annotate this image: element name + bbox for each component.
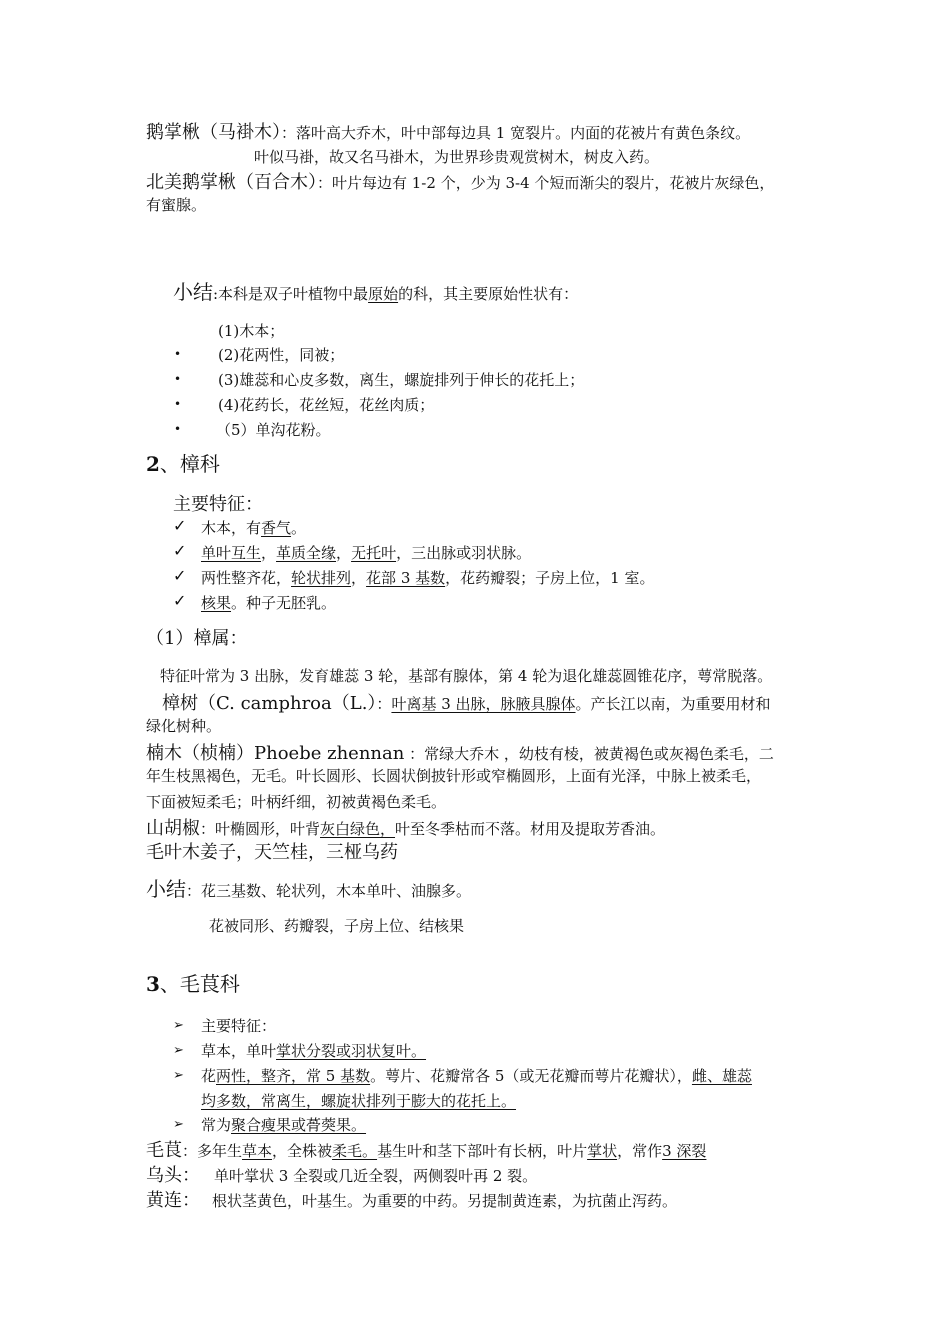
item-underlined: 聚合瘦果或蓇葖果。 — [231, 1116, 367, 1134]
summary-title: 小结 — [146, 877, 186, 901]
camphor-tree-name: 樟树（C. camphroa（L.） — [162, 693, 377, 714]
feature-underlined: 轮状排列 — [291, 569, 352, 587]
section-number: 3 — [146, 972, 160, 996]
ranunc-item-3-line2: 均多数，常离生，螺旋状排列于膨大的花托上。 — [201, 1092, 517, 1110]
summary-text-underlined: 原始 — [368, 285, 399, 303]
feature-underlined: 香气 — [261, 519, 292, 537]
maogen-name: 毛茛 — [146, 1140, 182, 1161]
north-american-tulip-line — [146, 168, 774, 194]
feature-underlined: 花部 3 基数 — [366, 569, 446, 587]
aconite-name: 乌头： — [146, 1165, 200, 1186]
summary-item-1: (1)木本； — [218, 322, 285, 340]
e-zhang-qiu-line — [146, 118, 750, 144]
section-number: 2 — [146, 452, 160, 476]
item-text: 常为 — [201, 1116, 232, 1134]
arrow-bullet-icon: ➢ — [173, 1043, 184, 1058]
feature-underlined: 无托叶 — [351, 544, 397, 562]
e-zhang-qiu-desc: ：落叶高大乔木，叶中部每边具 1 宽裂片。内面的花被片有黄色条纹。 — [281, 124, 751, 142]
summary-heading-1 — [173, 276, 578, 305]
checkmark-icon: ✓ — [173, 516, 187, 535]
summary-text-post: 的科，其主要原始性状有： — [398, 285, 579, 303]
coptis-desc: 根状茎黄色，叶基生。为重要的中药。另提制黄连素，为抗菌止泻药。 — [212, 1192, 678, 1210]
genus-heading-cinnamomum: （1）樟属： — [146, 628, 248, 649]
lindera-underlined: 灰白绿色， — [320, 820, 396, 838]
maogen-text: ，全株被 — [272, 1142, 333, 1160]
feature-text: ， — [351, 569, 367, 587]
arrow-bullet-icon: ➢ — [173, 1117, 184, 1132]
feature-3 — [201, 567, 654, 588]
maogen-text: 基生叶和茎下部叶有长柄，叶片 — [377, 1142, 588, 1160]
nanmu-line2: 年生枝黑褐色，无毛。叶长圆形、长圆状倒披针形或窄椭圆形，上面有光泽，中脉上被柔毛， — [146, 767, 762, 785]
maogen-text: ：多年生 — [182, 1142, 243, 1160]
maogen-underlined: 3 深裂 — [662, 1142, 707, 1160]
checkmark-icon: ✓ — [173, 566, 187, 585]
feature-text: 。种子无胚乳。 — [231, 594, 337, 612]
coptis-name: 黄连： — [146, 1190, 200, 1211]
section-heading-lauraceae — [146, 448, 220, 477]
feature-underlined: 革质全缘 — [276, 544, 337, 562]
checkmark-icon: ✓ — [173, 591, 187, 610]
item-text: 草本，单叶 — [201, 1042, 277, 1060]
camphor-tree-underlined: 叶离基 3 出脉，脉腋具腺体 — [391, 695, 576, 713]
section-title: 、樟科 — [159, 452, 220, 476]
section-heading-ranunculaceae — [146, 968, 240, 997]
camphor-tree-desc: 。产长江以南，为重要用材和 — [575, 695, 771, 713]
ranunc-item-4 — [201, 1114, 366, 1135]
north-american-tulip-name: 北美鹅掌楸（百合木） — [146, 172, 317, 193]
aconite-desc: 单叶掌状 3 全裂或几近全裂，两侧裂叶再 2 裂。 — [214, 1167, 538, 1185]
feature-text: ， — [261, 544, 277, 562]
north-american-tulip-line2: 有蜜腺。 — [146, 196, 207, 214]
lindera-desc: 叶至冬季枯而不落。材用及提取芳香油。 — [395, 820, 666, 838]
feature-text: ，三出脉或羽状脉。 — [396, 544, 532, 562]
summary-title: 小结 — [173, 280, 213, 304]
feature-1 — [201, 517, 306, 538]
lindera-line — [146, 814, 665, 840]
other-species-line: 毛叶木姜子，天竺桂，三桠乌药 — [146, 842, 398, 863]
north-american-tulip-desc: ：叶片每边有 1-2 个，少为 3-4 个短而渐尖的裂片，花被片灰绿色， — [317, 174, 775, 192]
summary-heading-2 — [146, 873, 471, 902]
genus-description: 特征叶常为 3 出脉，发育雄蕊 3 轮，基部有腺体，第 4 轮为退化雄蕊圆锥花序，萼常脱落。 — [160, 667, 773, 685]
maogen-underlined: 掌状 — [587, 1142, 618, 1160]
camphor-tree-line — [162, 689, 771, 715]
item-underlined: 两性，整齐，常 5 基数 — [216, 1067, 371, 1085]
feature-text: 木本，有 — [201, 519, 262, 537]
feature-underlined: 核果 — [201, 594, 232, 612]
maogen-underlined: 草本 — [242, 1142, 273, 1160]
feature-text: 两性整齐花， — [201, 569, 292, 587]
e-zhang-qiu-line2: 叶似马褂，故又名马褂木，为世界珍贵观赏树木，树皮入药。 — [254, 148, 660, 166]
bullet-icon: • — [174, 397, 182, 411]
ranunc-item-2 — [201, 1040, 426, 1061]
checkmark-icon: ✓ — [173, 541, 187, 560]
bullet-icon: • — [174, 347, 182, 361]
bullet-icon: • — [174, 422, 182, 436]
bullet-icon: • — [174, 372, 182, 386]
item-text: 。萼片、花瓣常各 5（或无花瓣而萼片花瓣状）， — [370, 1067, 692, 1085]
summary-item-4: (4)花药长，花丝短，花丝肉质； — [218, 396, 435, 414]
feature-text: ，花药瓣裂；子房上位，1 室。 — [445, 569, 655, 587]
summary-item-2: (2)花两性，同被； — [218, 346, 345, 364]
item-text: 花 — [201, 1067, 217, 1085]
aconite-line — [146, 1161, 537, 1187]
maogen-text: ，常作 — [617, 1142, 663, 1160]
features-subtitle: 主要特征： — [173, 494, 263, 515]
nanmu-desc: ：常绿大乔木 ，幼枝有棱，被黄褐色或灰褐色柔毛，二 — [404, 745, 774, 763]
arrow-bullet-icon: ➢ — [173, 1018, 184, 1033]
feature-text: ， — [336, 544, 352, 562]
nanmu-line — [146, 739, 774, 765]
nanmu-line3: 下面被短柔毛；叶柄纤细，初被黄褐色柔毛。 — [146, 793, 447, 811]
section-title: 、毛茛科 — [159, 972, 240, 996]
maogen-line — [146, 1136, 706, 1162]
arrow-bullet-icon: ➢ — [173, 1068, 184, 1083]
maogen-underlined: 柔毛。 — [332, 1142, 378, 1160]
camphor-tree-colon: ： — [376, 695, 392, 713]
feature-4 — [201, 592, 336, 613]
summary-item-5: （5）单沟花粉。 — [216, 421, 331, 439]
feature-2 — [201, 542, 531, 563]
summary-line-1: ：花三基数、轮状列，木本单叶、油腺多。 — [186, 882, 472, 900]
lindera-name: 山胡椒 — [146, 818, 200, 839]
coptis-line — [146, 1186, 677, 1212]
item-underlined: 雌、雄蕊 — [691, 1067, 752, 1085]
summary-line-2: 花被同形、药瓣裂，子房上位、结核果 — [209, 917, 465, 935]
feature-text: 。 — [291, 519, 307, 537]
summary-item-3: (3)雄蕊和心皮多数，离生，螺旋排列于伸长的花托上； — [218, 371, 585, 389]
e-zhang-qiu-name: 鹅掌楸（马褂木） — [146, 122, 281, 143]
ranunc-item-3 — [201, 1065, 752, 1086]
feature-underlined: 单叶互生 — [201, 544, 262, 562]
lindera-desc: ：叶椭圆形，叶背 — [200, 820, 321, 838]
item-underlined: 掌状分裂或羽状复叶。 — [276, 1042, 427, 1060]
nanmu-name: 楠木（桢楠）Phoebe zhennan — [146, 743, 405, 764]
camphor-tree-line2: 绿化树种。 — [146, 717, 222, 735]
summary-text-pre: :本科是双子叶植物中最 — [213, 285, 369, 303]
ranunc-item-1: 主要特征： — [201, 1017, 277, 1035]
